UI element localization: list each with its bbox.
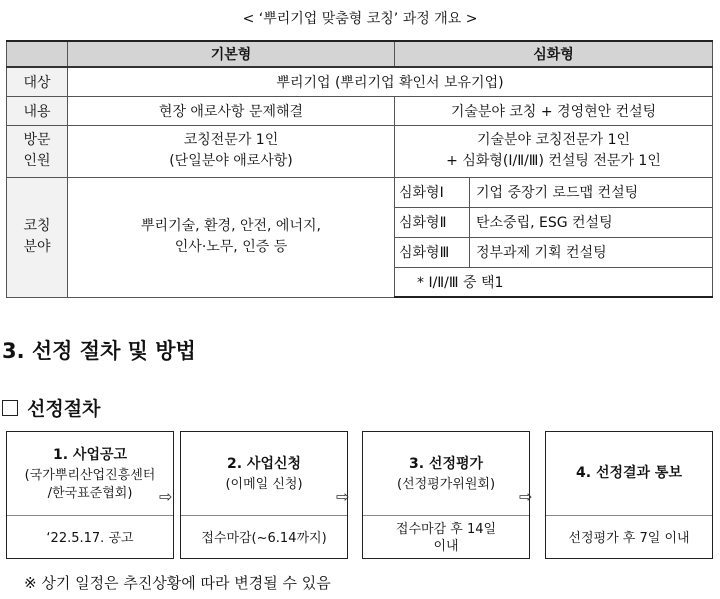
step-box-1 xyxy=(6,431,174,559)
row-label-content: 내용 xyxy=(7,96,68,125)
step-head xyxy=(546,432,712,516)
square-bullet-icon xyxy=(2,400,18,416)
step-box-2 xyxy=(180,431,348,559)
advanced-desc-2: 탄소중립, ESG 컨설팅 xyxy=(470,207,713,237)
row-label-visitors xyxy=(7,125,68,177)
fields-label-line2: 분야 xyxy=(23,239,51,255)
step-date-line1: 접수마감 후 14일 xyxy=(395,522,497,537)
advanced-type-1: 심화형Ⅰ xyxy=(395,177,470,207)
step-title: 1. 사업공고 xyxy=(52,447,128,463)
advanced-choice-note: * Ⅰ/Ⅱ/Ⅲ 중 택1 xyxy=(395,267,713,297)
table-row xyxy=(7,125,713,177)
schedule-note: ※ 상기 일정은 추진상황에 따라 변경될 수 있음 xyxy=(24,574,331,592)
subsection-title xyxy=(2,394,100,421)
visitors-advanced-line2: + 심화형(Ⅰ/Ⅱ/Ⅲ) 컨설팅 전문가 1인 xyxy=(446,153,661,169)
fields-basic xyxy=(68,177,395,297)
visitors-advanced-line1: 기술분야 코칭전문가 1인 xyxy=(476,132,631,148)
step-date: 선정평가 후 7일 이내 xyxy=(568,530,690,546)
step-date: ‘22.5.17. 공고 xyxy=(46,530,134,546)
step-date xyxy=(363,516,529,560)
step-date-line2: 이내 xyxy=(433,539,459,554)
step-title: 3. 선정평가 xyxy=(408,456,484,472)
visitors-label-line1: 방문 xyxy=(23,132,51,148)
step-head xyxy=(363,432,529,516)
step-box-4 xyxy=(545,431,713,559)
advanced-desc-1: 기업 중장기 로드맵 컨설팅 xyxy=(470,177,713,207)
advanced-desc-3: 정부과제 기획 컨설팅 xyxy=(470,237,713,267)
fields-basic-line2: 인사·노무, 인증 등 xyxy=(174,239,288,255)
subsection-title-text: 선정절차 xyxy=(27,398,101,420)
target-value: 뿌리기업 (뿌리기업 확인서 보유기업) xyxy=(68,67,713,96)
visitors-basic-line2: (단일분야 애로사항) xyxy=(169,153,293,169)
step-head xyxy=(7,432,173,516)
header-advanced: 심화형 xyxy=(395,41,713,67)
visitors-basic xyxy=(68,125,395,177)
step-title: 4. 선정결과 통보 xyxy=(576,465,682,481)
header-corner-cell xyxy=(7,41,68,67)
step-sub-line1: (이메일 신청) xyxy=(225,477,303,492)
fields-label-line1: 코칭 xyxy=(23,218,51,234)
visitors-label-line2: 인원 xyxy=(23,153,51,169)
step-head xyxy=(181,432,350,516)
content-basic: 현장 애로사항 문제해결 xyxy=(68,96,395,125)
table-row xyxy=(7,96,713,125)
section-title: 3. 선정 절차 및 방법 xyxy=(2,339,196,363)
step-sub-line2: /한국표준협회) xyxy=(47,486,133,501)
header-basic: 기본형 xyxy=(68,41,395,67)
program-overview-table xyxy=(6,40,713,298)
step-box-3 xyxy=(362,431,533,559)
fields-basic-line1: 뿌리기술, 환경, 안전, 에너지, xyxy=(141,218,321,234)
advanced-type-2: 심화형Ⅱ xyxy=(395,207,470,237)
right-arrow-icon: ⇨ xyxy=(519,487,533,506)
table-caption: < ‘뿌리기업 맞춤형 코칭’ 과정 개요 > xyxy=(242,11,478,27)
right-arrow-icon: ⇨ xyxy=(159,487,173,506)
table-row xyxy=(7,67,713,96)
content-advanced: 기술분야 코칭 + 경영현안 컨설팅 xyxy=(395,96,713,125)
table-row xyxy=(7,177,713,207)
row-label-target: 대상 xyxy=(7,67,68,96)
right-arrow-icon: ⇨ xyxy=(336,487,350,506)
step-sub-line1: (국가뿌리산업진흥센터 xyxy=(24,468,156,483)
visitors-basic-line1: 코칭전문가 1인 xyxy=(183,132,279,148)
step-date: 접수마감(~6.14까지) xyxy=(201,530,327,546)
step-sub-line1: (선정평가위원회) xyxy=(396,477,496,492)
row-label-fields xyxy=(7,177,68,297)
table-header-row xyxy=(7,41,713,67)
advanced-type-3: 심화형Ⅲ xyxy=(395,237,470,267)
visitors-advanced xyxy=(395,125,713,177)
step-title: 2. 사업신청 xyxy=(226,456,302,472)
